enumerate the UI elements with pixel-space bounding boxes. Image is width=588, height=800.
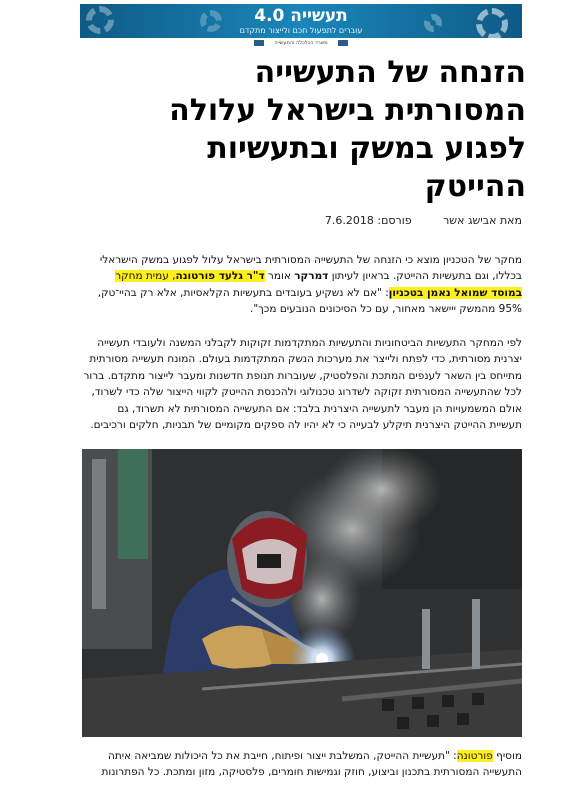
- highlight-institute: במוסד שמואל נאמן בטכניון: [388, 286, 522, 299]
- highlight-name: ד"ר גלעד פורטונה: [175, 270, 265, 283]
- text-run: : "אם לא נשקיע בעובדים בתעשיות הקלאסיות, אלא רק בהיי־טק, 95% מהמשק ייישאר מאחור, עם כל הסיכונים הנובעים מכך".: [97, 286, 522, 316]
- text-run: מחקר של הטכניון מוצא כי הזנחה של התעשייה המסורתית בישראל עלול לפגוע במשק הישראלי בכללו, וגם בתעשיות ההייטק. בראיון לעיתון: [99, 254, 522, 283]
- industry-4-banner[interactable]: [80, 4, 522, 48]
- welder-photo: [82, 449, 522, 737]
- text-run: : "תעשיית ההייטק, המשלבת ייצור ופיתוח, חייבת את כל היכולות שמביאה איתה התעשייה המסורתית בתכנון וביצוע, חוזק וגמישות חומרים, פלסטיקה, מזון ומתכת. כל הפתרונות: [101, 750, 522, 779]
- ministry-logo: [338, 40, 348, 46]
- byline: [100, 214, 522, 227]
- paragraph-research: לפי המחקר התעשיות הביטחוניות והתעשיות המתקדמות זקוקות לקבלני המשנה ולעובדי תעשייה יצרנית מסורתית, כדי לפתח ולייצר את מערכות הנשק המתקדמות בעולם. המונח תעשייה מסורתית מתייחס בין השאר לענפים המתכת והפלסטיק, שעוברות תנופת חדשנות ומעבר לייצור מתקדם. ברור לכל שהתעשייה המסורתית זקוקה לשדרוג טכנולוגי ולהכנסת ההייטק לקווי הייצור שלה כדי לשרוד, אולם המשמעויות הן מעבר לתעשייה היצרנית בלבד: אם התעשייה המסורתית לא תשרוד, גם תעשיית ההייטק היצרנית תיקלע לבעייה כי לא יהיו לה ספקים מקומיים של תבניות, חלקים ורכיבים.: [83, 337, 522, 432]
- paragraph-quote: [82, 748, 522, 781]
- highlight-name: פורטונה: [456, 750, 493, 762]
- partner-logo: [254, 40, 264, 46]
- article-headline: הזנחה של התעשייה המסורתית בישראל עלולה לפגוע במשק ובתעשיות ההייטק: [169, 55, 526, 204]
- banner-logo-strip: [80, 38, 522, 48]
- text-run: מוסיף: [492, 750, 522, 762]
- banner-title: תעשייה 4.0: [254, 6, 348, 26]
- published-label: פורסם:: [377, 214, 412, 227]
- paragraph-intro: [82, 252, 522, 318]
- text-run: אומר: [264, 270, 295, 283]
- ministry-name: משרד הכלכלה והתעשייה: [274, 40, 328, 46]
- highlight-run: , עמית מחקר: [115, 270, 176, 283]
- welder-illustration: [82, 449, 522, 737]
- newspaper-link[interactable]: דמרקר: [294, 270, 329, 283]
- published-date: 7.6.2018: [324, 214, 374, 227]
- author: מאת אבישג אשר: [443, 214, 522, 227]
- banner-subtitle: עוברים לתפעול חכם ולייצור מתקדם: [239, 26, 363, 35]
